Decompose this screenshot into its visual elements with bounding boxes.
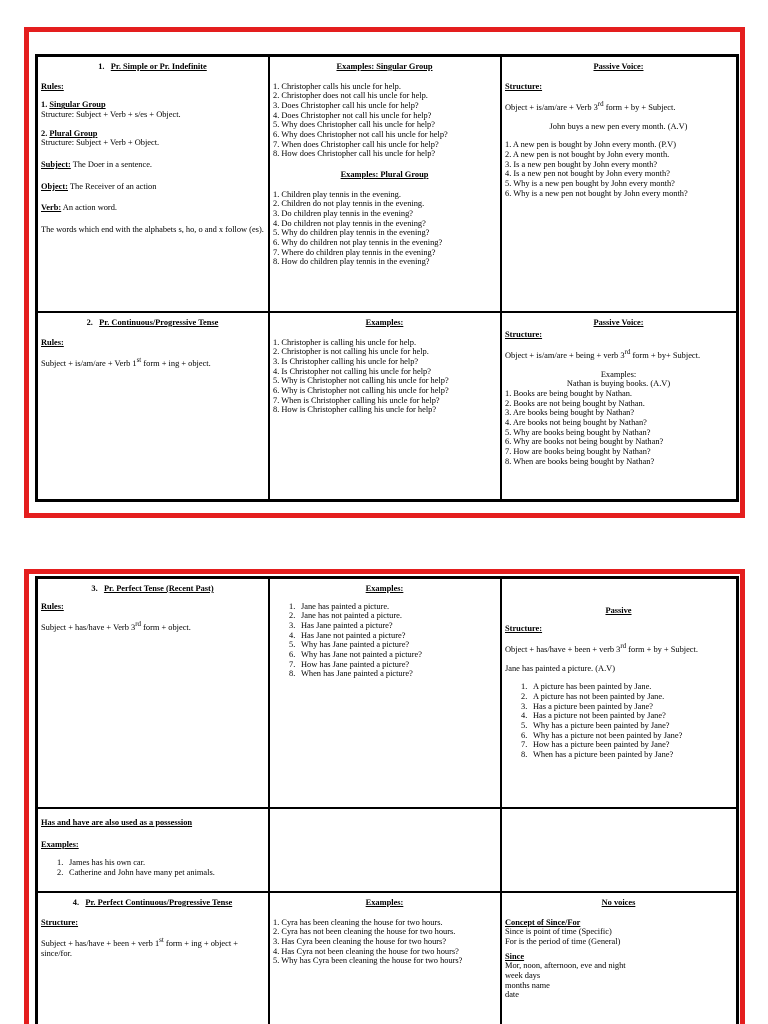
list-item: 2. Children do not play tennis in the evening. bbox=[273, 199, 425, 209]
structure-label: Structure: bbox=[41, 917, 79, 927]
examples-list bbox=[273, 918, 496, 966]
list-item: 4. Does Christopher not call his uncle for help? bbox=[273, 110, 432, 120]
passive-title: Passive Voice: bbox=[593, 318, 644, 327]
es-rule-note: The words which end with the alphabets s, ho, o and x follow (es). bbox=[41, 224, 264, 234]
examples-singular-title: Examples: Singular Group bbox=[336, 62, 433, 71]
list-item: 8. When has a picture been painted by Jane? bbox=[521, 750, 674, 760]
singular-structure: Structure: Subject + Verb + s/es + Object. bbox=[41, 109, 181, 119]
rules-label: Rules: bbox=[41, 81, 64, 91]
active-example: Nathan is buying books. (A.V) bbox=[566, 379, 671, 389]
list-item: 8. When are books being bought by Nathan? bbox=[505, 456, 655, 466]
list-item: 6. Why has a picture not been painted by Jane? bbox=[521, 730, 683, 740]
examples-cell bbox=[269, 578, 501, 808]
list-item: 2. Books are not being bought by Nathan. bbox=[505, 398, 645, 408]
empty-cell bbox=[501, 808, 737, 892]
list-item: 1. A picture has been painted by Jane. bbox=[521, 682, 652, 692]
since-for-cell bbox=[501, 892, 737, 1024]
list-item: 3. Is a new pen bought by John every month? bbox=[505, 159, 658, 169]
list-item: 4. Has Cyra not been cleaning the house for two hours? bbox=[273, 946, 459, 956]
section-heading: 4. Pr. Perfect Continuous/Progressive Tense bbox=[72, 898, 233, 907]
examples-title: Examples: bbox=[365, 584, 404, 593]
examples-title: Examples: bbox=[365, 318, 404, 327]
list-item: 6. Why has Jane not painted a picture? bbox=[289, 649, 422, 659]
examples-label: Examples: bbox=[600, 369, 637, 379]
list-item: 4. Has a picture not been painted by Jane? bbox=[521, 711, 666, 721]
list-item: 1. Christopher calls his uncle for help. bbox=[273, 81, 401, 91]
verb-definition: Verb: An action word. bbox=[41, 203, 117, 213]
row-possession bbox=[37, 808, 737, 892]
list-item: 8. How does Christopher call his uncle for help? bbox=[273, 149, 436, 159]
list-item: 7. When is Christopher calling his uncle for help? bbox=[273, 395, 440, 405]
examples-list bbox=[273, 338, 496, 415]
list-item: 5. Why has Jane painted a picture? bbox=[289, 640, 410, 650]
active-example: Jane has painted a picture. (A.V) bbox=[505, 663, 615, 673]
list-item: months name bbox=[505, 980, 550, 990]
list-item: 7. Where do children play tennis in the evening? bbox=[273, 247, 436, 257]
tense-table-1 bbox=[35, 54, 739, 502]
section-frame-1 bbox=[24, 27, 745, 518]
list-item: 4. Has Jane not painted a picture? bbox=[289, 630, 406, 640]
section-frame-2 bbox=[24, 569, 745, 1024]
passive-examples-list bbox=[505, 389, 732, 466]
list-item: 5. Why has Cyra been cleaning the house for two hours? bbox=[273, 956, 463, 966]
section-title: Pr. Continuous/Progressive Tense bbox=[99, 318, 219, 327]
section-heading: 3. Pr. Perfect Tense (Recent Past) bbox=[91, 584, 214, 593]
list-item: 6. Why does Christopher not call his uncle for help? bbox=[273, 129, 448, 139]
list-item: 6. Why do children not play tennis in the evening? bbox=[273, 237, 443, 247]
list-item: 4. Is a new pen not bought by John every month? bbox=[505, 169, 670, 179]
section-title: Pr. Perfect Tense (Recent Past) bbox=[103, 584, 214, 593]
list-item: 1. A new pen is bought by John every month. (P.V) bbox=[505, 140, 676, 150]
list-item: 4. Do children not play tennis in the evening? bbox=[273, 218, 426, 228]
list-item: 5. Why does Christopher call his uncle for help? bbox=[273, 120, 435, 130]
list-item: week days bbox=[505, 970, 541, 980]
list-item: 3. Has Cyra been cleaning the house for two hours? bbox=[273, 936, 447, 946]
list-item: 8. How is Christopher calling his uncle for help? bbox=[273, 405, 437, 415]
examples-list bbox=[273, 602, 496, 679]
possession-examples-list bbox=[41, 858, 264, 877]
list-item: 7. How has a picture been painted by Jane? bbox=[521, 740, 670, 750]
list-item: 5. Why is a new pen bought by John every month? bbox=[505, 179, 675, 189]
passive-title: Passive Voice: bbox=[593, 62, 644, 71]
section-heading: 2. Pr. Continuous/Progressive Tense bbox=[86, 318, 219, 327]
passive-cell bbox=[501, 578, 737, 808]
passive-examples-list bbox=[505, 682, 732, 759]
examples-title: Examples: bbox=[365, 898, 404, 907]
rules-label: Rules: bbox=[41, 337, 64, 347]
subject-definition: Subject: The Doer in a sentence. bbox=[41, 159, 153, 169]
plural-structure: Structure: Subject + Verb + Object. bbox=[41, 138, 160, 148]
list-item: 6. Why is a new pen not bought by John every month? bbox=[505, 188, 688, 198]
tense-table-2 bbox=[35, 576, 739, 1024]
passive-cell bbox=[501, 56, 737, 312]
list-item: 2. Catherine and John have many pet animals. bbox=[57, 867, 215, 877]
list-item: 6. Why is Christopher not calling his uncle for help? bbox=[273, 385, 449, 395]
examples-singular-list bbox=[273, 82, 496, 159]
row-present-perfect bbox=[37, 578, 737, 808]
section-heading: 1. Pr. Simple or Pr. Indefinite bbox=[98, 62, 207, 71]
list-item: 5. Why do children play tennis in the evening? bbox=[273, 228, 430, 238]
list-item: 3. Has a picture been painted by Jane? bbox=[521, 701, 653, 711]
list-item: 3. Does Christopher call his uncle for help? bbox=[273, 100, 419, 110]
list-item: 5. Why are books being bought by Nathan? bbox=[505, 427, 651, 437]
list-item: 7. How are books being bought by Nathan? bbox=[505, 447, 651, 457]
list-item: 3. Do children play tennis in the evening? bbox=[273, 208, 414, 218]
passive-structure: Object + has/have + been + verb 3rd form + by + Subject. bbox=[505, 642, 698, 655]
passive-cell bbox=[501, 312, 737, 500]
examples-cell bbox=[269, 312, 501, 500]
since-definition: Since is point of time (Specific) bbox=[505, 927, 612, 937]
structure-label: Structure: bbox=[505, 329, 543, 339]
list-item: 1. James has his own car. bbox=[57, 858, 146, 868]
examples-cell bbox=[269, 892, 501, 1024]
list-item: 2. A picture has not been painted by Jane. bbox=[521, 692, 665, 702]
passive-examples-list bbox=[505, 140, 732, 198]
list-item: 3. Are books being bought by Nathan? bbox=[505, 408, 635, 418]
structure-text: Subject + is/am/are + Verb 1st form + ing + object. bbox=[41, 356, 211, 369]
list-item: 2. Christopher does not call his uncle for help. bbox=[273, 91, 428, 101]
possession-title: Has and have are also used as a possession bbox=[41, 818, 193, 827]
empty-cell bbox=[269, 808, 501, 892]
list-item: 1. Children play tennis in the evening. bbox=[273, 189, 401, 199]
no-voices-title: No voices bbox=[601, 898, 636, 907]
object-definition: Object: The Receiver of an action bbox=[41, 181, 157, 191]
list-item: 1. Cyra has been cleaning the house for two hours. bbox=[273, 917, 443, 927]
list-item: 5. Why has a picture been painted by Jane? bbox=[521, 721, 670, 731]
list-item: 2. Christopher is not calling his uncle for help. bbox=[273, 347, 429, 357]
list-item: 7. How has Jane painted a picture? bbox=[289, 659, 410, 669]
list-item: 3. Is Christopher calling his uncle for help? bbox=[273, 356, 419, 366]
passive-title: Passive bbox=[605, 606, 632, 615]
list-item: date bbox=[505, 990, 519, 1000]
structure-label: Structure: bbox=[505, 81, 543, 91]
rules-cell bbox=[37, 578, 269, 808]
rules-cell bbox=[37, 56, 269, 312]
list-item: 1. Jane has painted a picture. bbox=[289, 601, 390, 611]
active-example: John buys a new pen every month. (A.V) bbox=[549, 121, 688, 131]
plural-group: 2. Plural Group bbox=[41, 128, 98, 138]
list-item: 4. Is Christopher not calling his uncle for help? bbox=[273, 366, 431, 376]
list-item: 7. When does Christopher call his uncle for help? bbox=[273, 139, 439, 149]
since-label: Since bbox=[505, 951, 525, 961]
examples-plural-title: Examples: Plural Group bbox=[340, 169, 429, 179]
list-item: 1. Books are being bought by Nathan. bbox=[505, 389, 632, 399]
row-present-perfect-continuous bbox=[37, 892, 737, 1024]
rules-cell bbox=[37, 312, 269, 500]
list-item: 8. When has Jane painted a picture? bbox=[289, 669, 413, 679]
row-present-continuous bbox=[37, 312, 737, 500]
list-item: 6. Why are books not being bought by Nathan? bbox=[505, 437, 664, 447]
rules-label: Rules: bbox=[41, 601, 64, 611]
list-item: 8. How do children play tennis in the evening? bbox=[273, 257, 430, 267]
rules-cell bbox=[37, 892, 269, 1024]
examples-label: Examples: bbox=[41, 839, 79, 849]
passive-structure: Object + is/am/are + Verb 3rd form + by + Subject. bbox=[505, 100, 676, 113]
passive-structure: Object + is/am/are + being + verb 3rd form + by+ Subject. bbox=[505, 348, 701, 361]
structure-text: Subject + has/have + been + verb 1st form + ing + object + since/for. bbox=[41, 936, 238, 958]
singular-group: 1. Singular Group bbox=[41, 100, 106, 110]
structure-text: Subject + has/have + Verb 3rd form + object. bbox=[41, 620, 191, 633]
list-item: 1. Christopher is calling his uncle for help. bbox=[273, 337, 417, 347]
list-item: 2. A new pen is not bought by John every month. bbox=[505, 150, 670, 160]
examples-plural-list bbox=[273, 190, 496, 267]
for-definition: For is the period of time (General) bbox=[505, 936, 621, 946]
list-item: 5. Why is Christopher not calling his uncle for help? bbox=[273, 376, 449, 386]
row-present-simple bbox=[37, 56, 737, 312]
possession-cell bbox=[37, 808, 269, 892]
list-item: Mor, noon, afternoon, eve and night bbox=[505, 961, 626, 971]
list-item: 4. Are books not being bought by Nathan? bbox=[505, 418, 647, 428]
section-title: Pr. Perfect Continuous/Progressive Tense bbox=[85, 898, 233, 907]
section-title: Pr. Simple or Pr. Indefinite bbox=[110, 62, 207, 71]
examples-cell bbox=[269, 56, 501, 312]
list-item: 2. Jane has not painted a picture. bbox=[289, 611, 402, 621]
structure-label: Structure: bbox=[505, 623, 543, 633]
list-item: 2. Cyra has not been cleaning the house for two hours. bbox=[273, 927, 456, 937]
list-item: 3. Has Jane painted a picture? bbox=[289, 620, 393, 630]
concept-title: Concept of Since/For bbox=[505, 917, 581, 927]
